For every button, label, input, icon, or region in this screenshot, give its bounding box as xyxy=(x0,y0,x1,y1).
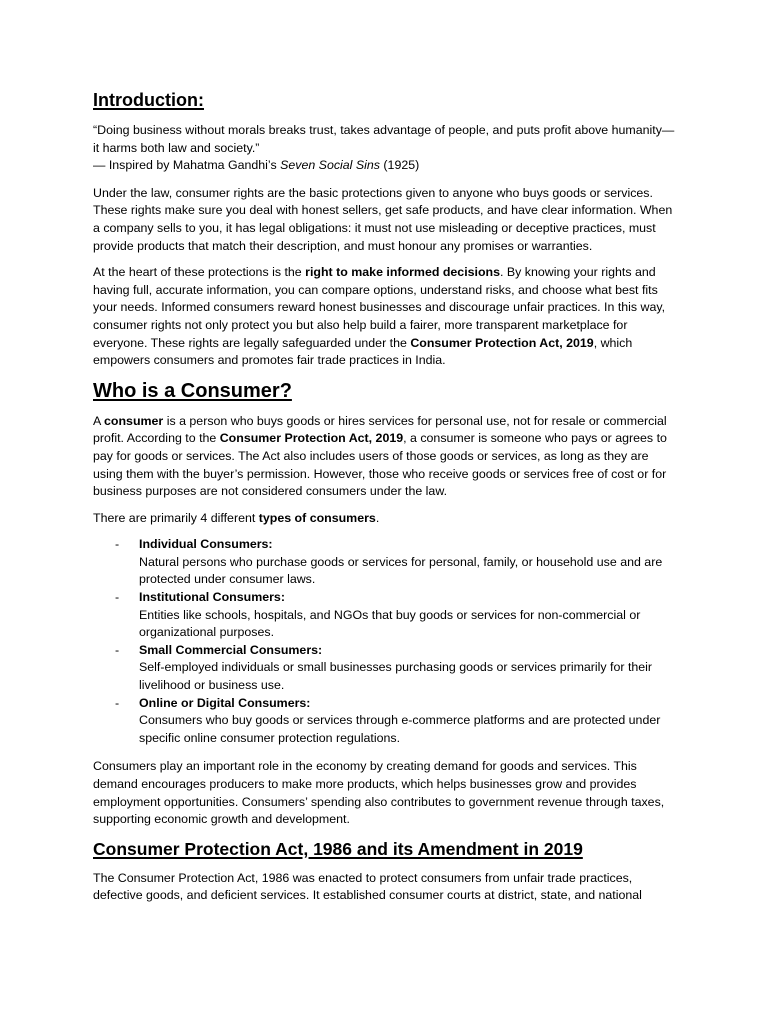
text-run: . xyxy=(375,510,380,525)
bullet-dash: - xyxy=(115,642,120,657)
who-paragraph-1 xyxy=(93,413,678,501)
bullet-dash: - xyxy=(115,590,120,605)
who-is-consumer-heading: Who is a Consumer? xyxy=(93,379,292,402)
consumer-protection-act-heading: Consumer Protection Act, 1986 and its Amendment in 2019 xyxy=(93,838,583,859)
document-page xyxy=(93,88,678,905)
bold-run: right to make informed decisions xyxy=(305,265,501,280)
who-paragraph-2: Consumers play an important role in the economy by creating demand for goods and services. This demand encourages producers to make more products, which helps businesses grow and provides employment opportunities. Consumers’ spending also contributes to government revenue through taxes, supporting economic growth and development. xyxy=(93,759,665,827)
text-run: At the heart of these protections is the xyxy=(93,265,306,280)
list-item-description: Consumers who buy goods or services through e-commerce platforms and are protected under specific online consumer protection regulations. xyxy=(139,713,661,745)
introduction-heading: Introduction: xyxy=(93,90,204,110)
quote-attribution-prefix: — Inspired by Mahatma Gandhi’s xyxy=(93,158,281,173)
intro-paragraph-2 xyxy=(93,264,678,370)
list-item-term: Individual Consumers: xyxy=(139,537,273,552)
bold-run: types of consumers xyxy=(258,510,376,525)
text-run: There are primarily 4 different xyxy=(93,510,259,525)
list-item-term: Small Commercial Consumers: xyxy=(139,642,323,657)
list-item-description: Natural persons who purchase goods or services for personal, family, or household use and are protected under consumer laws. xyxy=(139,554,663,587)
list-item-description: Self-employed individuals or small businesses purchasing goods or services primarily for their livelihood or business use. xyxy=(139,660,653,693)
cpa-paragraph-1: The Consumer Protection Act, 1986 was enacted to protect consumers from unfair trade practices, defective goods, and deficient services. It established consumer courts at district, state, and national xyxy=(93,870,642,903)
text-run: , which empowers consumers and promotes fair trade practices in India. xyxy=(93,335,633,368)
intro-quote xyxy=(93,122,678,175)
quote-text: “Doing business without morals breaks trust, takes advantage of people, and puts profit above humanity—it harms both law and society.” xyxy=(93,123,675,155)
list-item xyxy=(115,536,678,589)
types-intro xyxy=(93,510,678,528)
list-item xyxy=(115,695,678,748)
list-item-description: Entities like schools, hospitals, and NGOs that buy goods or services for non-commercial or organizational purposes. xyxy=(139,607,641,640)
bold-run: consumer xyxy=(104,413,164,428)
text-run: A xyxy=(93,413,105,428)
list-item xyxy=(115,589,678,642)
quote-attribution-work: Seven Social Sins xyxy=(280,158,380,173)
text-run: is a person who buys goods or hires services for personal use, not for resale or commercial profit. According to the xyxy=(93,413,667,446)
bullet-dash: - xyxy=(115,537,120,552)
list-item-term: Institutional Consumers: xyxy=(139,590,285,605)
consumer-types-list xyxy=(93,536,678,747)
text-run: . By knowing your rights and having full, accurate information, you can compare options, understand risks, and choose what best fits your needs. Informed consumers reward honest businesses and discourage unfair practices. In this way, consumer rights not only protect you but also help build a fairer, more transparent marketplace for everyone. These rights are legally safeguarded under the xyxy=(93,265,666,350)
bold-run: Consumer Protection Act, 2019 xyxy=(219,431,404,446)
list-item xyxy=(115,642,678,695)
intro-paragraph-1: Under the law, consumer rights are the basic protections given to anyone who buys goods or services. These rights make sure you deal with honest sellers, get safe products, and have clear information. When a company sells to you, it has legal obligations: it must not use misleading or deceptive practices, must provide products that match their description, and must honour any promises or warranties. xyxy=(93,185,673,253)
quote-attribution-year: (1925) xyxy=(379,158,420,173)
bold-run: Consumer Protection Act, 2019 xyxy=(410,335,594,350)
list-item-term: Online or Digital Consumers: xyxy=(139,695,311,710)
bullet-dash: - xyxy=(115,695,120,710)
text-run: , a consumer is someone who pays or agrees to pay for goods or services. The Act also includes users of those goods or services, as long as they are using them with the buyer’s permission. However, those who receive goods or services free of cost or for business purposes are not considered consumers under the law. xyxy=(93,431,667,499)
